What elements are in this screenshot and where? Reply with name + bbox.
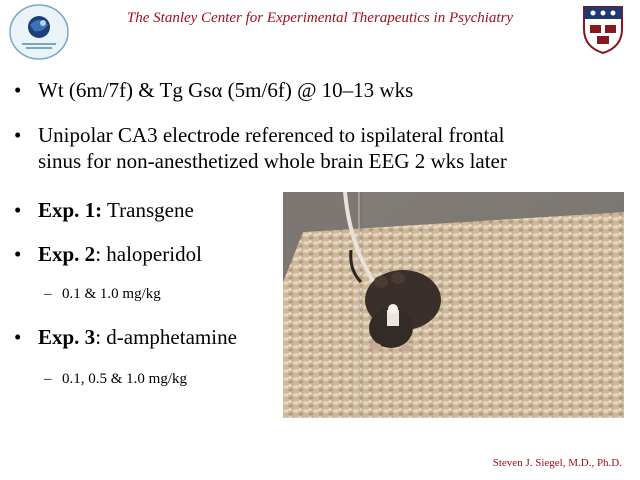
bullet-dot: • xyxy=(14,123,22,147)
bullet-dot: • xyxy=(14,78,22,102)
bullet-animals xyxy=(14,77,413,103)
sub-bullet-exp2-doses xyxy=(14,284,161,304)
sub-bullet-text: 0.1, 0.5 & 1.0 mg/kg xyxy=(62,371,188,387)
bullet-bold-label: Exp. 3 xyxy=(38,325,96,349)
bullet-electrode xyxy=(14,122,638,174)
bullet-text: : d-amphetamine xyxy=(95,325,237,349)
bullet-text-line2: sinus for non-anesthetized whole brain EEG 2 wks later xyxy=(38,149,507,173)
penn-shield-logo-icon xyxy=(580,3,626,55)
sub-bullet-text: 0.1 & 1.0 mg/kg xyxy=(62,286,161,302)
bullet-exp3 xyxy=(14,324,237,350)
bullet-text: Transgene xyxy=(102,198,194,222)
bullet-exp2 xyxy=(14,241,202,267)
author-credit: Steven J. Siegel, M.D., Ph.D. xyxy=(492,457,622,469)
sub-bullet-exp3-doses xyxy=(14,369,187,389)
bullet-bold-label: Exp. 2 xyxy=(38,242,96,266)
sub-bullet-dash: – xyxy=(44,371,52,387)
bullet-dot: • xyxy=(14,198,22,222)
bullet-text: Wt (6m/7f) & Tg Gsα (5m/6f) @ 10–13 wks xyxy=(38,78,414,102)
bullet-text: : haloperidol xyxy=(95,242,202,266)
sub-bullet-dash: – xyxy=(44,286,52,302)
bullet-text-line1: Unipolar CA3 electrode referenced to ispilateral frontal xyxy=(38,123,505,147)
bullet-dot: • xyxy=(14,242,22,266)
bullet-dot: • xyxy=(14,325,22,349)
stanley-center-logo-icon xyxy=(8,3,70,61)
page-title: The Stanley Center for Experimental Therapeutics in Psychiatry xyxy=(126,10,514,26)
bullet-exp1 xyxy=(14,197,194,223)
mouse-eeg-photo-icon xyxy=(283,192,624,418)
bullet-bold-label: Exp. 1: xyxy=(38,198,103,222)
